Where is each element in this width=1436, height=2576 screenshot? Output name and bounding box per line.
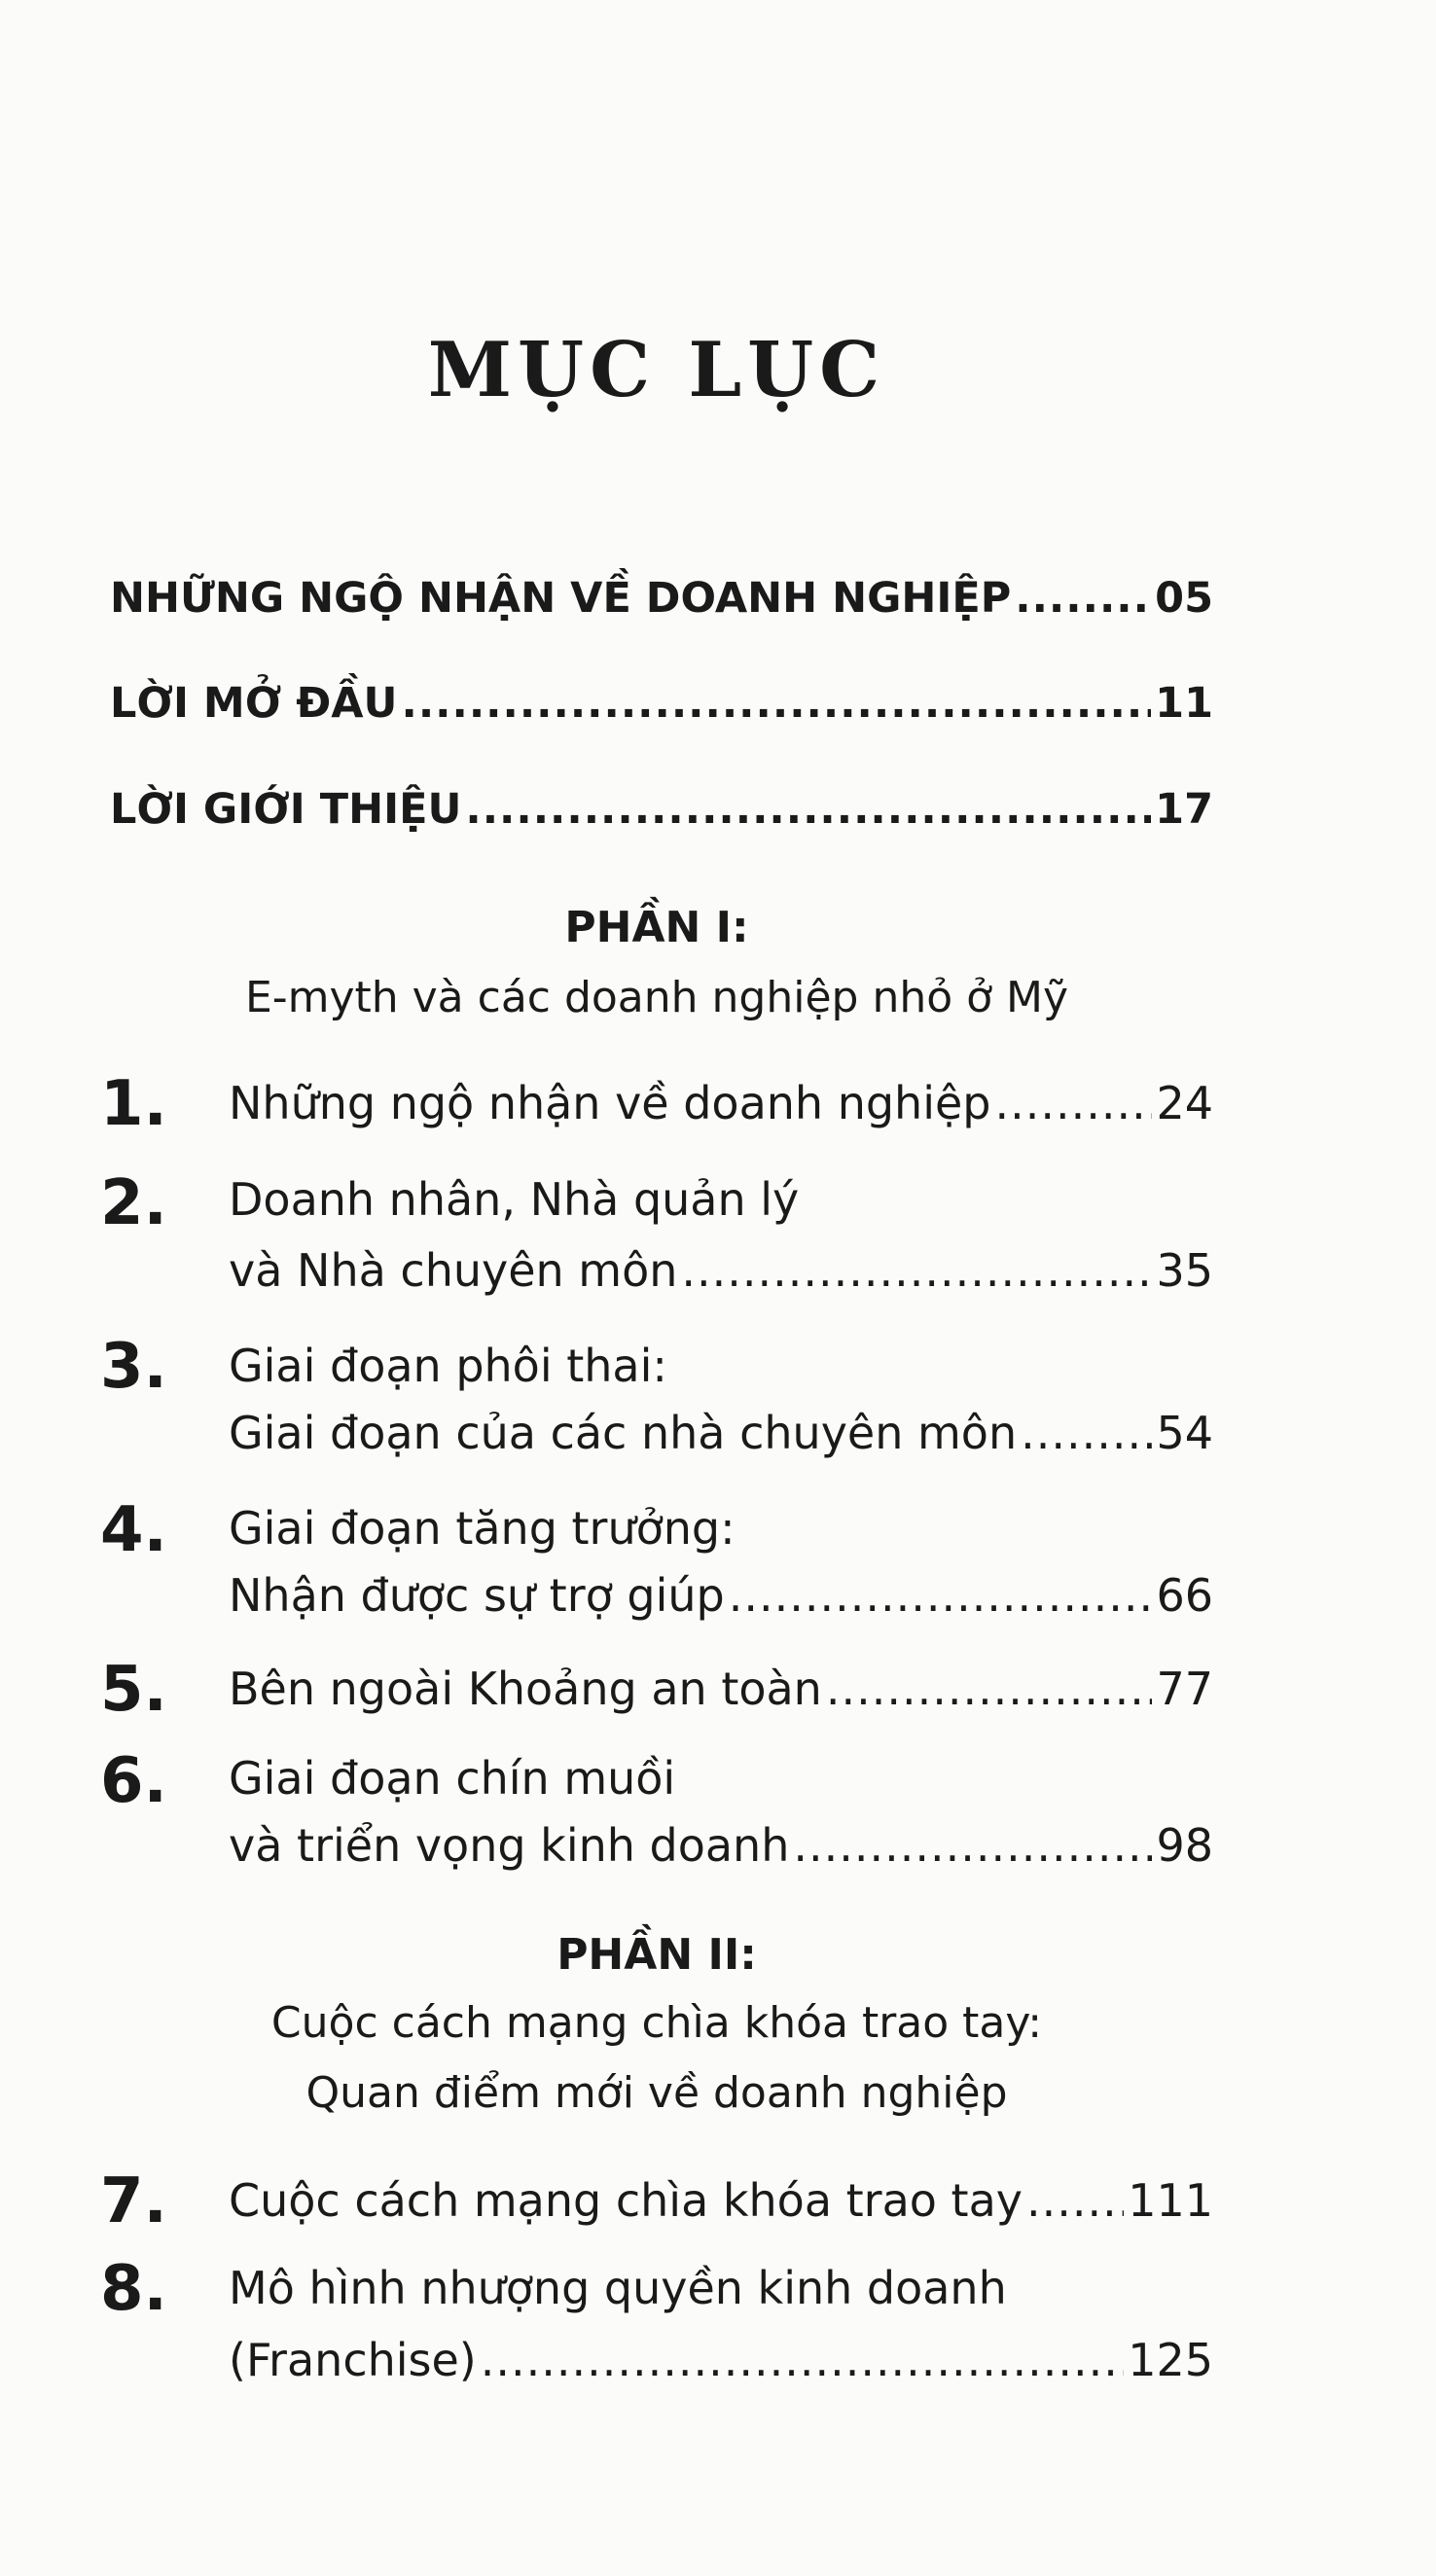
toc-entry-line1: Giai đoạn chín muồi (229, 1752, 676, 1805)
leader-dots (826, 1660, 1153, 1718)
toc-entry-page: 11 (1155, 679, 1213, 728)
toc-entry-chapter-6 (229, 1816, 1213, 1875)
leader-dots (465, 780, 1151, 839)
chapter-number: 1. (100, 1068, 167, 1140)
chapter-number: 6. (100, 1745, 167, 1817)
toc-entry-chapter-5 (229, 1660, 1213, 1718)
leader-dots (994, 1074, 1152, 1132)
toc-entry-chapter-7 (229, 2171, 1213, 2230)
leader-dots (681, 1241, 1152, 1300)
toc-entry-label: Bên ngoài Khoảng an toàn (229, 1663, 822, 1715)
toc-entry-front-1 (110, 569, 1213, 627)
toc-entry-front-2 (110, 674, 1213, 733)
leader-dots (793, 1816, 1152, 1875)
part-2-subtitle-line1: Cuộc cách mạng chìa khóa trao tay: (270, 1998, 1043, 2048)
toc-entry-page: 66 (1156, 1569, 1213, 1622)
toc-entry-page: 98 (1156, 1819, 1213, 1872)
toc-entry-page: 05 (1155, 574, 1213, 623)
toc-entry-page: 111 (1128, 2174, 1213, 2227)
toc-entry-label: Cuộc cách mạng chìa khóa trao tay (229, 2174, 1023, 2227)
toc-entry-chapter-2 (229, 1241, 1213, 1300)
toc-entry-chapter-1 (229, 1074, 1213, 1132)
toc-entry-chapter-8 (229, 2331, 1213, 2389)
chapter-number: 8. (100, 2253, 167, 2325)
part-1-label: PHẦN I: (564, 903, 749, 952)
part-2-subtitle-line2: Quan điểm mới về doanh nghiệp (305, 2068, 1008, 2118)
toc-entry-page: 54 (1156, 1407, 1213, 1459)
page-title: MỤC LỤC (427, 326, 886, 414)
leader-dots (401, 674, 1151, 733)
toc-entry-chapter-3 (229, 1404, 1213, 1462)
toc-entry-line1: Doanh nhân, Nhà quản lý (229, 1173, 800, 1226)
toc-entry-label: Nhận được sự trợ giúp (229, 1569, 725, 1622)
toc-entry-line1: Giai đoạn tăng trưởng: (229, 1502, 736, 1555)
chapter-number: 5. (100, 1654, 167, 1726)
toc-entry-label: và Nhà chuyên môn (229, 1244, 678, 1297)
chapter-number: 7. (100, 2165, 167, 2237)
part-1-subtitle: E-myth và các doanh nghiệp nhỏ ở Mỹ (244, 973, 1069, 1022)
toc-entry-label: Những ngộ nhận về doanh nghiệp (229, 1077, 991, 1129)
toc-entry-front-3 (110, 780, 1213, 839)
toc-entry-page: 35 (1156, 1244, 1213, 1297)
toc-entry-page: 125 (1128, 2334, 1213, 2386)
leader-dots (1015, 569, 1151, 627)
chapter-number: 3. (100, 1331, 167, 1403)
toc-entry-label: NHỮNG NGỘ NHẬN VỀ DOANH NGHIỆP (110, 574, 1012, 623)
toc-entry-page: 77 (1156, 1663, 1213, 1715)
chapter-number: 4. (100, 1494, 167, 1566)
part-2-label: PHẦN II: (556, 1930, 757, 1980)
toc-entry-page: 17 (1155, 785, 1213, 834)
toc-entry-chapter-4 (229, 1566, 1213, 1625)
leader-dots (1026, 2171, 1124, 2230)
toc-entry-line1: Mô hình nhượng quyền kinh doanh (229, 2262, 1007, 2314)
toc-entry-label: (Franchise) (229, 2334, 477, 2386)
toc-entry-line1: Giai đoạn phôi thai: (229, 1340, 667, 1392)
chapter-number: 2. (100, 1167, 167, 1239)
toc-entry-page: 24 (1156, 1077, 1213, 1129)
toc-entry-label: LỜI GIỚI THIỆU (110, 785, 462, 834)
toc-entry-label: và triển vọng kinh doanh (229, 1819, 790, 1872)
leader-dots (1021, 1404, 1152, 1462)
toc-entry-label: LỜI MỞ ĐẦU (110, 679, 398, 728)
toc-entry-label: Giai đoạn của các nhà chuyên môn (229, 1407, 1018, 1459)
leader-dots (729, 1566, 1153, 1625)
leader-dots (481, 2331, 1124, 2389)
